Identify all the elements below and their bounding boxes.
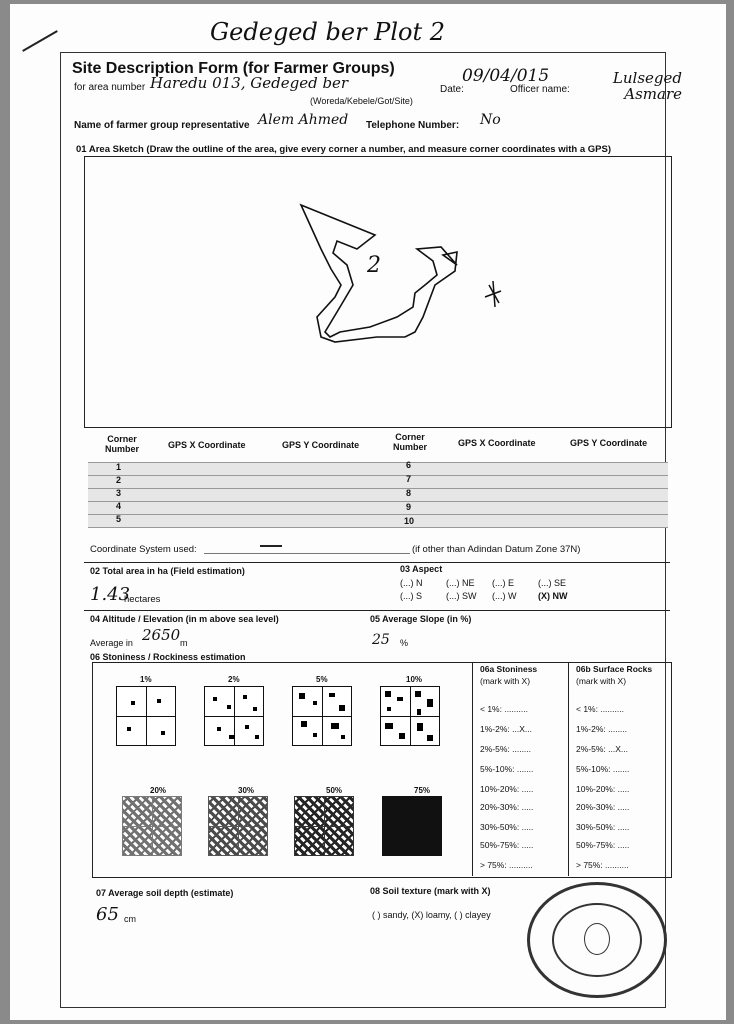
rep-value[interactable]: Alem Ahmed xyxy=(258,112,349,128)
sketch-corner-label: 2 xyxy=(367,253,381,278)
stoniness-sample-10 xyxy=(380,686,440,746)
rocks-option[interactable]: 5%-10%: ....... xyxy=(576,764,630,774)
divider xyxy=(568,662,569,876)
col-x-right: GPS X Coordinate xyxy=(458,438,536,448)
stamp-inner-ring xyxy=(552,903,642,977)
corner-number: 4 xyxy=(116,501,122,511)
stoniness-sample-30 xyxy=(208,796,268,856)
sketch-area[interactable] xyxy=(84,156,672,428)
stoniness-option[interactable]: 50%-75%: ..... xyxy=(480,840,534,850)
soil-depth-heading: 07 Average soil depth (estimate) xyxy=(96,888,234,898)
aspect-option-sw[interactable]: (...) SW xyxy=(446,591,477,601)
rocks-option[interactable]: 2%-5%: ...X... xyxy=(576,744,628,754)
corner-number: 2 xyxy=(116,475,122,485)
percent-label: 10% xyxy=(406,675,423,684)
divider xyxy=(84,562,670,563)
rocks-option[interactable]: 30%-50%: ..... xyxy=(576,822,630,832)
officer-label: Officer name: xyxy=(510,84,570,95)
col-b-sub: (mark with X) xyxy=(576,676,627,686)
stoniness-option[interactable]: 10%-20%: ..... xyxy=(480,784,534,794)
stoniness-sample-50 xyxy=(294,796,354,856)
slope-value[interactable]: 25 xyxy=(372,632,390,648)
corner-number: 3 xyxy=(116,488,122,498)
stoniness-option[interactable]: < 1%: .......... xyxy=(480,704,528,714)
area-unit: hectares xyxy=(124,594,161,605)
altitude-heading: 04 Altitude / Elevation (in m above sea level) xyxy=(90,614,279,624)
corner-number: 6 xyxy=(406,460,412,470)
coord-row[interactable] xyxy=(88,514,668,528)
aspect-option-w[interactable]: (...) W xyxy=(492,591,517,601)
officer-value[interactable]: Lulseged Asmare xyxy=(612,69,682,103)
rep-label: Name of farmer group representative xyxy=(74,120,250,131)
col-y-right: GPS Y Coordinate xyxy=(570,438,648,448)
coord-system-note: (if other than Adindan Datum Zone 37N) xyxy=(412,544,581,555)
aspect-option-e[interactable]: (...) E xyxy=(492,578,514,588)
col-a-title: 06a Stoniness xyxy=(480,664,538,674)
coord-row[interactable] xyxy=(88,462,668,476)
stoniness-sample-2 xyxy=(204,686,264,746)
phone-label: Telephone Number: xyxy=(366,120,460,131)
divider xyxy=(84,610,670,611)
percent-label: 5% xyxy=(316,675,328,684)
col-y-left: GPS Y Coordinate xyxy=(282,440,360,450)
stoniness-sample-1 xyxy=(116,686,176,746)
rocks-option[interactable]: > 75%: .......... xyxy=(576,860,629,870)
coord-system-label: Coordinate System used: xyxy=(90,544,197,555)
stamp-emblem xyxy=(584,923,610,955)
altitude-unit: m xyxy=(180,638,188,648)
form-title: Site Description Form (for Farmer Groups) xyxy=(72,60,395,77)
divider xyxy=(472,662,473,876)
phone-value[interactable]: No xyxy=(480,112,501,128)
corner-number: 9 xyxy=(406,502,412,512)
stoniness-option[interactable]: 30%-50%: ..... xyxy=(480,822,534,832)
area-sublabel: (Woreda/Kebele/Got/Site) xyxy=(310,96,413,106)
col-x-left: GPS X Coordinate xyxy=(168,440,246,450)
area-number-value[interactable]: Haredu 013, Gedeged ber xyxy=(150,74,349,92)
soil-texture-options[interactable]: ( ) sandy, (X) loamy, ( ) clayey xyxy=(372,910,491,920)
corner-number: 8 xyxy=(406,488,412,498)
stoniness-option[interactable]: 5%-10%: ....... xyxy=(480,764,534,774)
handwritten-title: Gedeged ber Plot 2 xyxy=(210,18,445,46)
soil-texture-heading: 08 Soil texture (mark with X) xyxy=(370,886,491,896)
altitude-label: Average in xyxy=(90,638,133,648)
col-b-title: 06b Surface Rocks xyxy=(576,664,653,674)
sketch-outline xyxy=(85,157,671,427)
corner-number: 7 xyxy=(406,474,412,484)
coord-row[interactable] xyxy=(88,501,668,515)
coord-row[interactable] xyxy=(88,475,668,489)
aspect-heading: 03 Aspect xyxy=(400,564,443,574)
col-corner-left: Corner Number xyxy=(104,434,139,454)
aspect-option-s[interactable]: (...) S xyxy=(400,591,422,601)
stoniness-option[interactable]: 20%-30%: ..... xyxy=(480,802,534,812)
aspect-option-se[interactable]: (...) SE xyxy=(538,578,567,588)
col-corner-right: Corner Number xyxy=(392,432,427,452)
stoniness-option[interactable]: > 75%: .......... xyxy=(480,860,533,870)
stoniness-option[interactable]: 1%-2%: ...X... xyxy=(480,724,532,734)
stoniness-sample-20 xyxy=(122,796,182,856)
soil-depth-unit: cm xyxy=(124,914,136,924)
area-number-label: for area number xyxy=(74,82,146,93)
percent-label: 50% xyxy=(326,786,343,795)
area-heading: 02 Total area in ha (Field estimation) xyxy=(90,566,245,576)
date-value[interactable]: 09/04/015 xyxy=(462,66,550,86)
rocks-option[interactable]: 1%-2%: ........ xyxy=(576,724,628,734)
corner-number: 1 xyxy=(116,462,122,472)
col-a-sub: (mark with X) xyxy=(480,676,531,686)
percent-label: 1% xyxy=(140,675,152,684)
date-label: Date: xyxy=(440,84,464,95)
rocks-option[interactable]: 20%-30%: ..... xyxy=(576,802,630,812)
slope-unit: % xyxy=(400,638,409,648)
aspect-option-nw[interactable]: (X) NW xyxy=(538,591,568,601)
stoniness-heading: 06 Stoniness / Rockiness estimation xyxy=(90,652,246,662)
coord-system-field[interactable] xyxy=(204,553,410,554)
altitude-value[interactable]: 2650 xyxy=(142,626,181,644)
percent-label: 20% xyxy=(150,786,167,795)
corner-number: 10 xyxy=(404,516,415,526)
soil-depth-value[interactable]: 65 xyxy=(96,904,119,925)
percent-label: 30% xyxy=(238,786,255,795)
coord-row[interactable] xyxy=(88,488,668,502)
rocks-option[interactable]: 50%-75%: ..... xyxy=(576,840,630,850)
stoniness-option[interactable]: 2%-5%: ........ xyxy=(480,744,532,754)
aspect-option-n[interactable]: (...) N xyxy=(400,578,423,588)
coord-system-mark xyxy=(260,545,282,547)
percent-label: 75% xyxy=(414,786,431,795)
stoniness-sample-75 xyxy=(382,796,442,856)
official-stamp xyxy=(527,882,667,998)
corner-number: 5 xyxy=(116,514,122,524)
stoniness-sample-5 xyxy=(292,686,352,746)
aspect-option-ne[interactable]: (...) NE xyxy=(446,578,475,588)
area-value[interactable]: 1.43 xyxy=(90,584,131,605)
rocks-option[interactable]: < 1%: .......... xyxy=(576,704,624,714)
slope-heading: 05 Average Slope (in %) xyxy=(370,614,472,624)
percent-label: 2% xyxy=(228,675,240,684)
rocks-option[interactable]: 10%-20%: ..... xyxy=(576,784,630,794)
sketch-heading: 01 Area Sketch (Draw the outline of the area, give every corner a number, and measure corner coordinates with a GPS) xyxy=(76,144,611,155)
